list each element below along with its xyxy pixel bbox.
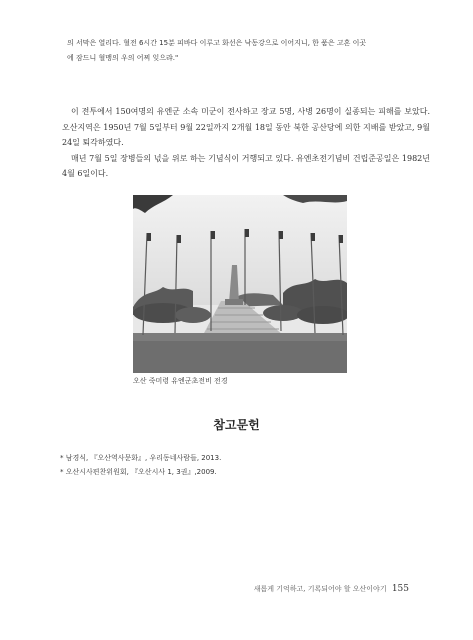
reference-item: * 남경식, 『오산역사문화』, 우리동네사람들, 2013. <box>60 451 440 465</box>
page-footer <box>254 584 409 594</box>
memorial-photo <box>133 195 347 373</box>
quote-line-2: 에 잠드니 혈맹의 우의 어찌 잊으랴." <box>67 54 179 62</box>
reference-item: * 오산시사편찬위원회, 『오산시사 1, 3권』,2009. <box>60 465 440 479</box>
references-heading: 참고문헌 <box>213 418 260 432</box>
body-paragraph: 매년 7월 5일 장병들의 넋을 위로 하는 기념식이 거행되고 있다. 유엔초전기념비 건립준공일은 1982년 4월 6일이다. <box>62 153 430 178</box>
body-text <box>62 104 430 182</box>
body-paragraph: 이 전투에서 150여명의 유엔군 소속 미군이 전사하고 장교 5명, 사병 26명이 실종되는 피해를 보았다. 오산지역은 1950년 7월 5일부터 9월 22일까지 2개월 18일 동안 북한 공산당에 의한 지배를 받았고, 9월 24일 퇴각하였다. <box>62 107 430 147</box>
references-list <box>60 451 440 479</box>
page-number: 155 <box>391 584 409 594</box>
quote-line-1: 의 서막은 열리다. 혈전 6시간 15분 피바다 이루고 화선은 낙동강으로 이어지니, 한 품은 고혼 이곳 <box>67 39 367 47</box>
quote-block <box>67 36 437 66</box>
memorial-photo-image <box>133 195 347 373</box>
photo-caption: 오산 죽미령 유엔군초전비 전경 <box>133 377 228 385</box>
running-title: 새롭게 기억하고, 기록되어야 할 오산이야기 <box>253 585 387 593</box>
